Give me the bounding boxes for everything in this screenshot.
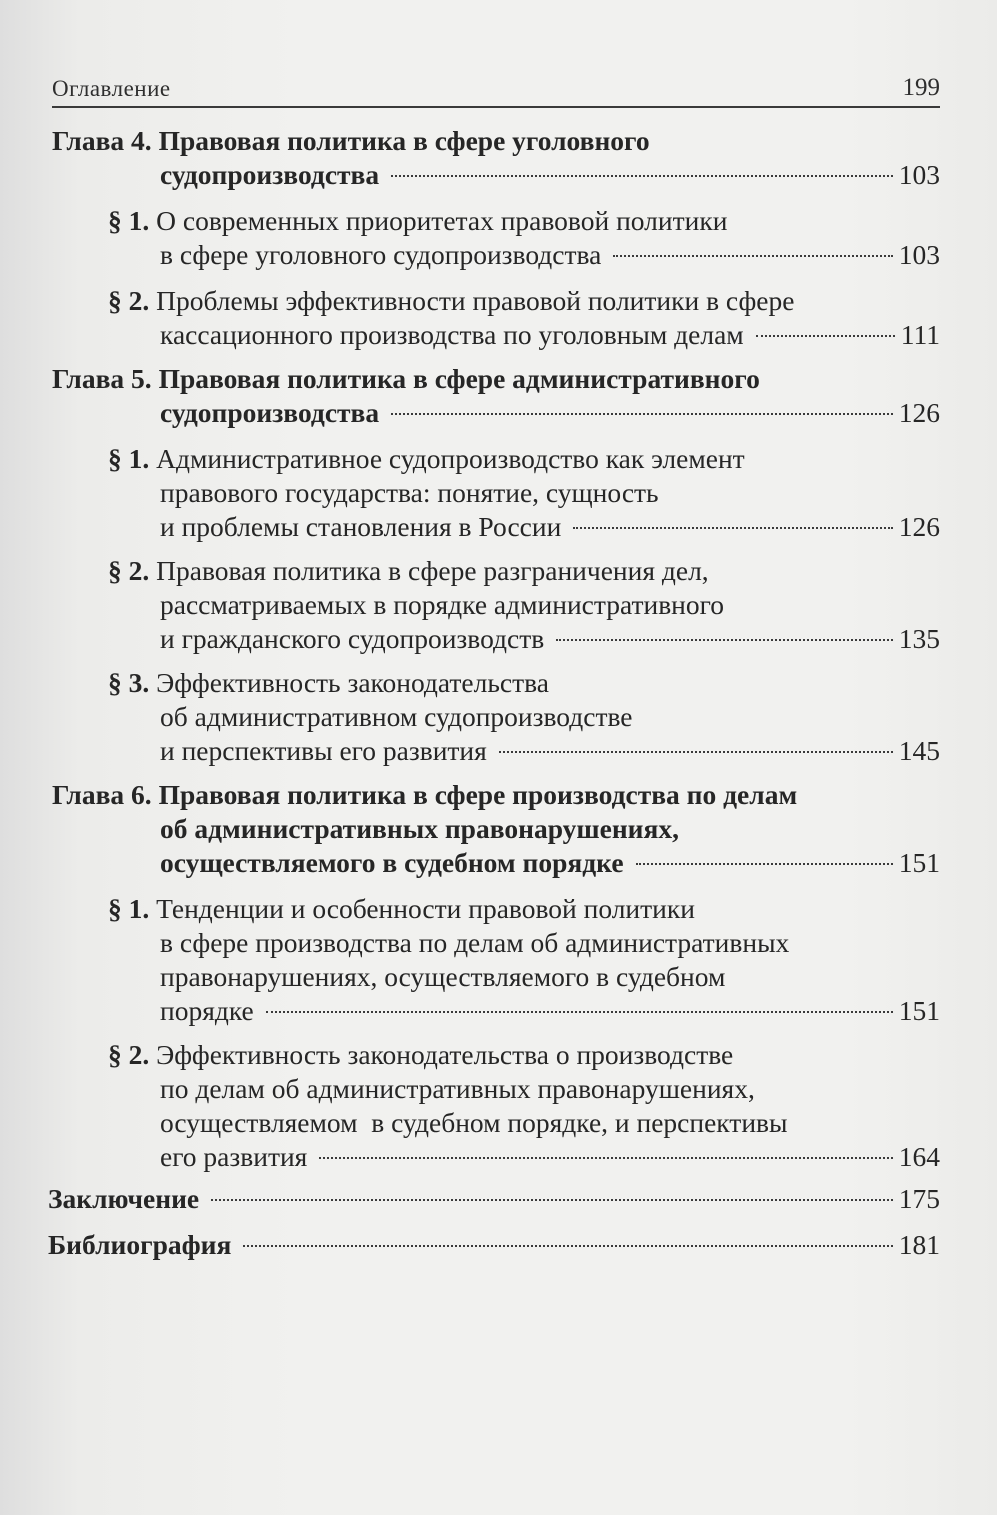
toc-conclusion-page: 175 — [898, 1183, 940, 1214]
toc-section-4-1-page: 103 — [898, 239, 940, 270]
toc-chapter-4-page: 103 — [898, 159, 940, 190]
toc-section-5-3-page: 145 — [898, 735, 940, 766]
book-page: Оглавление 199 Глава 4. Правовая политика в сфере уголовного судопроизводства 103 § 1. О современных приоритетах правовой политики в сфере уголовного судопроизводства 103 § 2. Проблемы эффективности правовой политики в сфере кассационного производства по уголовным делам 111 Глава 5. Правовая политика в сфере административного судопроизводства 126 § 1. Административное судопроизводство как элемент правового государства: понятие, сущность и проблемы становления в России 126 § 2. Правовая политика в сфере разграничения дел, рассматриваемых в порядке административного и гражданского судопроизводств 135 § 3. Эффективность законодательства об административном судопроизводстве и перспективы его развития 145 Глава 6. Правовая политика в сфере производства по делам об административных правонарушениях, осуществляемого в судебном порядке 151 § 1. Тенденции и особенности правовой политики в сфере производства по делам об административных правонарушениях, осуществляемого в судебном порядке 151 § 2. Эффективность законодательства о производстве по делам об административных правонарушениях, осуществляемом в судебном порядке, и перспективы его развития 164 Заключение 175 Библиография 181 — [0, 0, 997, 1515]
toc-chapter-5-page: 126 — [898, 397, 940, 428]
toc-conclusion: Заключение 175 — [48, 1183, 940, 1214]
dot-leader — [391, 413, 893, 415]
toc-section-6-2-page: 164 — [898, 1141, 940, 1172]
toc-bibliography-page: 181 — [898, 1229, 940, 1260]
dot-leader — [211, 1199, 893, 1201]
toc-bibliography: Библиография 181 — [48, 1229, 940, 1260]
dot-leader — [243, 1245, 892, 1247]
toc-section-5-1-page: 126 — [898, 511, 940, 542]
toc-section-6-1-page: 151 — [898, 995, 940, 1026]
toc-chapter-6-title-line-1: Глава 6. Правовая политика в сфере производства по делам — [52, 779, 798, 810]
dot-leader — [391, 175, 893, 177]
toc-chapter-4-title-line-2: судопроизводства 103 — [160, 159, 940, 190]
toc-chapter-4-title-line-1: Глава 4. Правовая политика в сфере уголовного — [52, 125, 650, 156]
dot-leader — [499, 751, 893, 753]
dot-leader — [613, 255, 892, 257]
dot-leader — [756, 335, 895, 337]
toc-section-4-2-page: 111 — [900, 319, 940, 350]
dot-leader — [573, 527, 892, 529]
running-header — [52, 70, 940, 108]
toc-chapter-6-page: 151 — [898, 847, 940, 878]
dot-leader — [266, 1011, 893, 1013]
toc-chapter-6-title-line-3: осуществляемого в судебном порядке 151 — [160, 847, 940, 878]
dot-leader — [319, 1157, 892, 1159]
dot-leader — [556, 639, 893, 641]
toc-chapter-5-title-line-2: судопроизводства 126 — [160, 397, 940, 428]
toc-section-5-2-page: 135 — [898, 623, 940, 654]
page-number: 199 — [902, 74, 940, 101]
dot-leader — [636, 863, 893, 865]
running-header-title: Оглавление — [52, 76, 171, 101]
toc-chapter-6-title-line-2: об административных правонарушениях, — [160, 813, 680, 844]
toc-chapter-5-title-line-1: Глава 5. Правовая политика в сфере административного — [52, 363, 760, 394]
